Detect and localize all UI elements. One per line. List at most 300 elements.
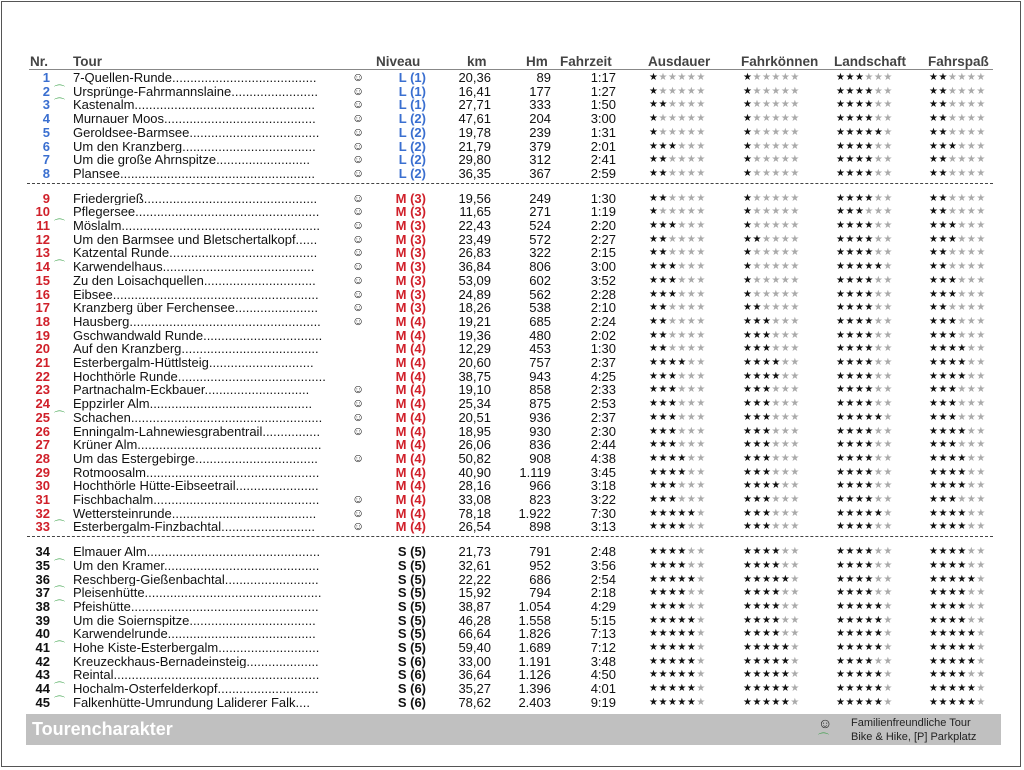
rating-fahrkoennen: ★★★★★★ (743, 220, 800, 231)
tour-number: 26 (35, 423, 50, 439)
tour-number: 14 (35, 259, 50, 275)
rating-ausdauer: ★★★★★★ (649, 655, 706, 667)
rating-landschaft: ★★★★★★ (836, 343, 893, 355)
tour-number: 32 (35, 505, 50, 521)
tour-level: S (5) (397, 598, 426, 614)
tour-row (0, 71, 1024, 85)
rating-ausdauer: ★★★★★★ (649, 587, 706, 599)
family-icon: ☺ (352, 382, 365, 397)
rating-fahrkoennen: ★★★★★★ (743, 600, 800, 612)
tour-number: 12 (35, 231, 50, 247)
rating-fahrspass: ★★★★★★ (929, 274, 986, 286)
tour-hm: 898 (529, 519, 551, 535)
tour-name: Hohe Kiste-Esterbergalm............................ (73, 641, 320, 655)
bike-hike-icon: ⌒ (54, 599, 65, 612)
family-icon: ☺ (352, 259, 365, 274)
rating-fahrkoennen: ★★★★★★ (743, 384, 800, 396)
rating-fahrkoennen: ★★★★★★ (743, 261, 800, 273)
rating-fahrkoennen: ★★★★★★ (743, 72, 800, 83)
rating-fahrspass: ★★★★★★ (929, 587, 986, 599)
tour-name: Zu den Loisachquellen............................... (73, 273, 316, 288)
rating-landschaft: ★★★★★★ (836, 72, 893, 83)
tour-time: 4:29 (590, 598, 616, 614)
tour-number: 19 (35, 327, 50, 343)
rating-fahrkoennen: ★★★★★★ (743, 683, 800, 695)
tour-hm: 1.126 (518, 667, 551, 683)
tour-hm: 685 (529, 313, 551, 329)
tour-name: Reintal......................................................... (73, 668, 320, 683)
tour-hm: 1.191 (518, 653, 551, 669)
rating-ausdauer: ★★★★★★ (649, 126, 706, 138)
tour-level: L (2) (398, 152, 426, 168)
family-icon: ☺ (352, 286, 365, 301)
family-icon: ☺ (352, 409, 365, 424)
tour-time: 2:01 (590, 138, 616, 154)
rating-fahrspass: ★★★★★★ (929, 494, 986, 505)
tour-row (0, 329, 1024, 343)
tour-time: 7:13 (590, 626, 616, 642)
rating-fahrspass: ★★★★★★ (929, 288, 986, 300)
rating-ausdauer: ★★★★★★ (649, 466, 706, 478)
family-icon: ☺ (352, 505, 365, 520)
tour-time: 2:18 (590, 585, 616, 601)
tour-hm: 1.826 (518, 626, 551, 642)
tour-level: S (5) (397, 626, 426, 642)
tour-name: Reschberg-Gießenbachtal.......................... (73, 572, 319, 587)
tour-level: M (4) (395, 478, 426, 494)
bike-hike-icon: ⌒ (54, 219, 65, 231)
family-icon: ☺ (352, 245, 365, 260)
tour-time: 3:22 (590, 492, 616, 507)
rating-ausdauer: ★★★★★★ (649, 357, 706, 368)
tour-row (0, 559, 1024, 573)
tour-name: Gschwandwald Runde................................. (73, 328, 323, 343)
tour-name: Um die Soiernspitze................................... (73, 613, 316, 628)
bike-hike-icon: ⌒ (54, 84, 65, 97)
tour-km: 28,16 (458, 478, 491, 494)
rating-landschaft: ★★★★★★ (836, 546, 893, 558)
rating-landschaft: ★★★★★★ (836, 425, 893, 437)
tour-number: 20 (35, 341, 50, 357)
tour-number: 35 (35, 557, 50, 573)
tour-number: 25 (35, 409, 50, 425)
tour-number: 6 (42, 138, 50, 154)
tour-name: Um den Barmsee und Bletschertalkopf...... (73, 232, 318, 247)
tour-row (0, 655, 1024, 669)
tour-time: 4:25 (590, 368, 616, 384)
tour-row (0, 452, 1024, 466)
tour-name: Pfeishütte.................................................... (73, 599, 319, 614)
tour-level: M (4) (395, 355, 426, 370)
tour-time: 2:20 (590, 218, 616, 233)
rating-fahrkoennen: ★★★★★★ (743, 439, 800, 451)
tour-time: 3:45 (590, 464, 616, 480)
rating-ausdauer: ★★★★★★ (649, 559, 706, 571)
rating-landschaft: ★★★★★★ (836, 600, 893, 612)
rating-fahrkoennen: ★★★★★★ (743, 329, 800, 341)
tour-level: M (3) (395, 259, 426, 275)
tour-row (0, 573, 1024, 587)
tour-hm: 1.558 (518, 612, 551, 628)
tour-km: 66,64 (458, 626, 491, 642)
tour-level: L (2) (398, 124, 426, 140)
rating-landschaft: ★★★★★★ (836, 113, 893, 125)
tour-number: 15 (35, 272, 50, 288)
tour-km: 26,54 (458, 519, 491, 535)
tour-level: M (3) (395, 286, 426, 302)
tour-hm: 602 (529, 272, 551, 288)
tour-km: 47,61 (458, 111, 491, 127)
tour-row (0, 140, 1024, 154)
tour-number: 37 (35, 585, 50, 601)
rating-fahrkoennen: ★★★★★★ (743, 370, 800, 382)
tour-row (0, 668, 1024, 682)
tour-row (0, 493, 1024, 507)
rating-fahrspass: ★★★★★★ (929, 573, 986, 585)
rating-landschaft: ★★★★★★ (836, 628, 893, 640)
family-icon: ☺ (818, 715, 833, 731)
rating-fahrspass: ★★★★★★ (929, 329, 986, 341)
rating-ausdauer: ★★★★★★ (649, 573, 706, 585)
table-header (0, 55, 1024, 69)
tour-name: Hochalm-Osterfelderkopf............................ (73, 682, 319, 696)
tour-time: 2:53 (590, 396, 616, 412)
rating-landschaft: ★★★★★★ (836, 587, 893, 599)
tour-hm: 239 (529, 124, 551, 140)
tour-level: M (4) (395, 492, 426, 507)
rating-ausdauer: ★★★★★★ (649, 642, 706, 653)
tour-level: M (4) (395, 396, 426, 412)
rating-ausdauer: ★★★★★★ (649, 683, 706, 695)
tour-number: 34 (35, 544, 50, 560)
tour-hm: 322 (529, 245, 551, 261)
tour-number: 29 (35, 464, 50, 480)
rating-fahrspass: ★★★★★★ (929, 113, 986, 125)
level-separator (27, 183, 993, 184)
tour-time: 2:02 (590, 327, 616, 343)
tour-time: 4:01 (590, 681, 616, 697)
tour-km: 21,79 (458, 138, 491, 154)
bike-hike-icon: ⌒ (54, 641, 65, 653)
tour-hm: 367 (529, 165, 551, 181)
rating-fahrspass: ★★★★★★ (929, 357, 986, 368)
tour-hm: 312 (529, 152, 551, 168)
tour-number: 28 (35, 450, 50, 466)
tour-name: Wettersteinrunde........................................ (73, 506, 317, 521)
rating-fahrspass: ★★★★★★ (929, 507, 986, 519)
tour-level: L (2) (398, 138, 426, 154)
rating-fahrspass: ★★★★★★ (929, 466, 986, 478)
rating-ausdauer: ★★★★★★ (649, 154, 706, 166)
tour-time: 1:31 (590, 124, 616, 140)
tour-level: L (2) (398, 111, 426, 127)
tour-time: 3:13 (590, 519, 616, 535)
tour-row (0, 545, 1024, 559)
rating-fahrkoennen: ★★★★★★ (743, 192, 800, 204)
rating-fahrspass: ★★★★★★ (929, 439, 986, 451)
tour-km: 78,62 (458, 694, 491, 710)
tour-number: 5 (42, 124, 50, 140)
tour-km: 22,43 (458, 218, 491, 233)
rating-fahrkoennen: ★★★★★★ (743, 642, 800, 653)
tour-time: 2:33 (590, 382, 616, 398)
rating-landschaft: ★★★★★★ (836, 99, 893, 111)
rating-fahrkoennen: ★★★★★★ (743, 343, 800, 355)
tour-hm: 562 (529, 286, 551, 302)
header-underline (29, 69, 993, 70)
tour-number: 16 (35, 286, 50, 302)
rating-landschaft: ★★★★★★ (836, 167, 893, 179)
tour-row (0, 627, 1024, 641)
tour-time: 2:41 (590, 152, 616, 168)
header-fahrkoennen: Fahrkönnen (741, 54, 819, 69)
rating-landschaft: ★★★★★★ (836, 329, 893, 341)
tour-time: 3:00 (590, 111, 616, 127)
tour-name: Um die große Ahrnspitze.......................... (73, 153, 310, 167)
tour-hm: 836 (529, 437, 551, 453)
tour-row (0, 98, 1024, 112)
tour-number: 44 (35, 681, 50, 697)
tour-km: 24,89 (458, 286, 491, 302)
rating-ausdauer: ★★★★★★ (649, 233, 706, 245)
rating-ausdauer: ★★★★★★ (649, 140, 706, 152)
tour-hm: 794 (529, 585, 551, 601)
rating-fahrspass: ★★★★★★ (929, 398, 986, 410)
tour-km: 22,22 (458, 571, 491, 587)
tour-time: 7:30 (590, 505, 616, 521)
tour-level: M (3) (395, 300, 426, 316)
rating-ausdauer: ★★★★★★ (649, 480, 706, 492)
rating-landschaft: ★★★★★★ (836, 288, 893, 300)
rating-ausdauer: ★★★★★★ (649, 546, 706, 558)
tour-name: Um das Estergebirge.................................. (73, 451, 318, 466)
tour-hm: 271 (529, 204, 551, 220)
rating-fahrkoennen: ★★★★★★ (743, 126, 800, 138)
tour-level: M (3) (395, 218, 426, 233)
rating-fahrspass: ★★★★★★ (929, 370, 986, 382)
tour-row (0, 342, 1024, 356)
tour-hm: 204 (529, 111, 551, 127)
tour-hm: 908 (529, 450, 551, 466)
tour-time: 1:27 (590, 83, 616, 99)
rating-fahrkoennen: ★★★★★★ (743, 302, 800, 314)
tour-hm: 1.396 (518, 681, 551, 697)
tour-hm: 572 (529, 231, 551, 247)
tour-level: M (4) (395, 437, 426, 453)
tour-number: 24 (35, 396, 50, 412)
tour-km: 32,61 (458, 557, 491, 573)
rating-ausdauer: ★★★★★★ (649, 696, 706, 708)
tour-number: 45 (35, 694, 50, 710)
tour-km: 27,71 (458, 97, 491, 113)
tour-row (0, 205, 1024, 219)
tour-level: M (4) (395, 341, 426, 357)
tour-row (0, 246, 1024, 260)
rating-fahrkoennen: ★★★★★★ (743, 587, 800, 599)
tour-name: Geroldsee-Barmsee.................................... (73, 125, 320, 140)
tour-name: Auf den Kranzberg...................................... (73, 342, 319, 356)
tour-name: Hochthörle Hütte-Eibseetrail....................... (73, 479, 319, 493)
rating-landschaft: ★★★★★★ (836, 233, 893, 245)
rating-ausdauer: ★★★★★★ (649, 247, 706, 259)
tour-name: Esterbergalm-Hüttlsteig............................. (73, 356, 314, 370)
tour-row (0, 370, 1024, 384)
tour-number: 9 (42, 190, 50, 206)
tour-number: 23 (35, 382, 50, 398)
family-icon: ☺ (352, 300, 365, 315)
tour-level: S (6) (397, 694, 426, 710)
tour-time: 3:56 (590, 557, 616, 573)
tour-km: 19,10 (458, 382, 491, 398)
legend-family-label: Familienfreundliche Tour (851, 717, 971, 729)
tour-row (0, 356, 1024, 370)
tour-row (0, 438, 1024, 452)
rating-fahrkoennen: ★★★★★★ (743, 614, 800, 626)
rating-ausdauer: ★★★★★★ (649, 507, 706, 519)
tour-row (0, 411, 1024, 425)
family-icon: ☺ (352, 70, 365, 84)
rating-fahrkoennen: ★★★★★★ (743, 573, 800, 585)
tour-number: 22 (35, 368, 50, 384)
rating-ausdauer: ★★★★★★ (649, 494, 706, 505)
rating-ausdauer: ★★★★★★ (649, 329, 706, 341)
rating-landschaft: ★★★★★★ (836, 140, 893, 152)
tour-time: 5:15 (590, 612, 616, 628)
header-ausdauer: Ausdauer (648, 54, 711, 69)
rating-landschaft: ★★★★★★ (836, 559, 893, 571)
rating-landschaft: ★★★★★★ (836, 521, 893, 533)
tour-km: 19,36 (458, 327, 491, 343)
tour-name: Kastenalm.................................................. (73, 98, 316, 113)
rating-fahrspass: ★★★★★★ (929, 521, 986, 533)
tour-row (0, 641, 1024, 655)
tour-name: Schachen..................................................... (73, 410, 323, 425)
footer-bar (26, 714, 1001, 745)
tour-time: 2:44 (590, 437, 616, 453)
tour-time: 2:28 (590, 286, 616, 302)
tour-name: Plansee...................................................... (73, 166, 316, 181)
tour-row (0, 383, 1024, 397)
rating-fahrspass: ★★★★★★ (929, 261, 986, 273)
tour-km: 78,18 (458, 505, 491, 521)
bike-hike-icon: ⌒ (54, 520, 65, 533)
rating-fahrkoennen: ★★★★★★ (743, 452, 800, 464)
rating-ausdauer: ★★★★★★ (649, 384, 706, 396)
rating-landschaft: ★★★★★★ (836, 154, 893, 166)
tour-time: 1:19 (590, 204, 616, 220)
tour-hm: 333 (529, 97, 551, 113)
tour-hm: 791 (529, 544, 551, 560)
tour-row (0, 167, 1024, 181)
bike-hike-icon: ⌒ (818, 733, 829, 745)
tour-number: 11 (36, 218, 50, 233)
rating-ausdauer: ★★★★★★ (649, 315, 706, 327)
tour-hm: 89 (536, 70, 551, 85)
rating-ausdauer: ★★★★★★ (649, 398, 706, 410)
tour-hm: 966 (529, 478, 551, 494)
rating-fahrspass: ★★★★★★ (929, 614, 986, 626)
tour-time: 2:30 (590, 423, 616, 439)
rating-landschaft: ★★★★★★ (836, 357, 893, 368)
rating-fahrspass: ★★★★★★ (929, 167, 986, 179)
tour-number: 41 (35, 640, 50, 655)
tour-km: 20,60 (458, 355, 491, 370)
tour-level: S (6) (397, 667, 426, 683)
tour-number: 1 (42, 70, 50, 85)
rating-fahrkoennen: ★★★★★★ (743, 507, 800, 519)
tour-row (0, 520, 1024, 534)
rating-fahrkoennen: ★★★★★★ (743, 411, 800, 423)
tour-time: 1:17 (590, 70, 616, 85)
tour-hm: 952 (529, 557, 551, 573)
tour-km: 38,75 (458, 368, 491, 384)
tour-km: 26,06 (458, 437, 491, 453)
tour-time: 2:24 (590, 313, 616, 329)
tour-level: M (3) (395, 231, 426, 247)
tour-number: 31 (35, 492, 50, 507)
tour-time: 2:59 (590, 165, 616, 181)
family-icon: ☺ (352, 152, 365, 167)
tour-row (0, 126, 1024, 140)
rating-fahrspass: ★★★★★★ (929, 233, 986, 245)
tour-number: 27 (35, 437, 50, 453)
rating-landschaft: ★★★★★★ (836, 315, 893, 327)
family-icon: ☺ (352, 138, 365, 153)
tour-hm: 379 (529, 138, 551, 154)
tour-level: S (5) (397, 585, 426, 601)
rating-ausdauer: ★★★★★★ (649, 343, 706, 355)
tour-number: 2 (42, 83, 50, 99)
rating-fahrkoennen: ★★★★★★ (743, 655, 800, 667)
rating-fahrspass: ★★★★★★ (929, 315, 986, 327)
rating-landschaft: ★★★★★★ (836, 261, 893, 273)
tour-name: Krüner Alm................................................... (73, 438, 322, 452)
rating-ausdauer: ★★★★★★ (649, 600, 706, 612)
tour-row (0, 219, 1024, 233)
tour-hm: 686 (529, 571, 551, 587)
rating-fahrkoennen: ★★★★★★ (743, 480, 800, 492)
tour-hm: 538 (529, 300, 551, 316)
rating-fahrspass: ★★★★★★ (929, 411, 986, 423)
rating-landschaft: ★★★★★★ (836, 614, 893, 626)
tour-row (0, 112, 1024, 126)
tour-name: Möslalm....................................................... (73, 219, 321, 233)
tour-km: 16,41 (458, 83, 491, 99)
tour-level: M (4) (395, 505, 426, 521)
tour-time: 9:19 (590, 694, 616, 710)
tour-hm: 480 (529, 327, 551, 343)
rating-landschaft: ★★★★★★ (836, 85, 893, 97)
family-icon: ☺ (352, 423, 365, 438)
tour-level: S (6) (397, 681, 426, 697)
rating-fahrspass: ★★★★★★ (929, 343, 986, 355)
rating-fahrkoennen: ★★★★★★ (743, 521, 800, 533)
tour-time: 1:30 (590, 190, 616, 206)
tour-km: 40,90 (458, 464, 491, 480)
tour-name: Pflegersee................................................... (73, 205, 320, 219)
family-icon: ☺ (352, 204, 365, 219)
rating-ausdauer: ★★★★★★ (649, 85, 706, 97)
rating-fahrkoennen: ★★★★★★ (743, 113, 800, 125)
tour-km: 50,82 (458, 450, 491, 466)
rating-fahrspass: ★★★★★★ (929, 72, 986, 83)
tour-number: 36 (35, 571, 50, 587)
rating-fahrspass: ★★★★★★ (929, 559, 986, 571)
tour-name: Eibsee......................................................... (73, 287, 319, 302)
tour-km: 12,29 (458, 341, 491, 357)
tour-km: 19,56 (458, 190, 491, 206)
rating-ausdauer: ★★★★★★ (649, 72, 706, 83)
